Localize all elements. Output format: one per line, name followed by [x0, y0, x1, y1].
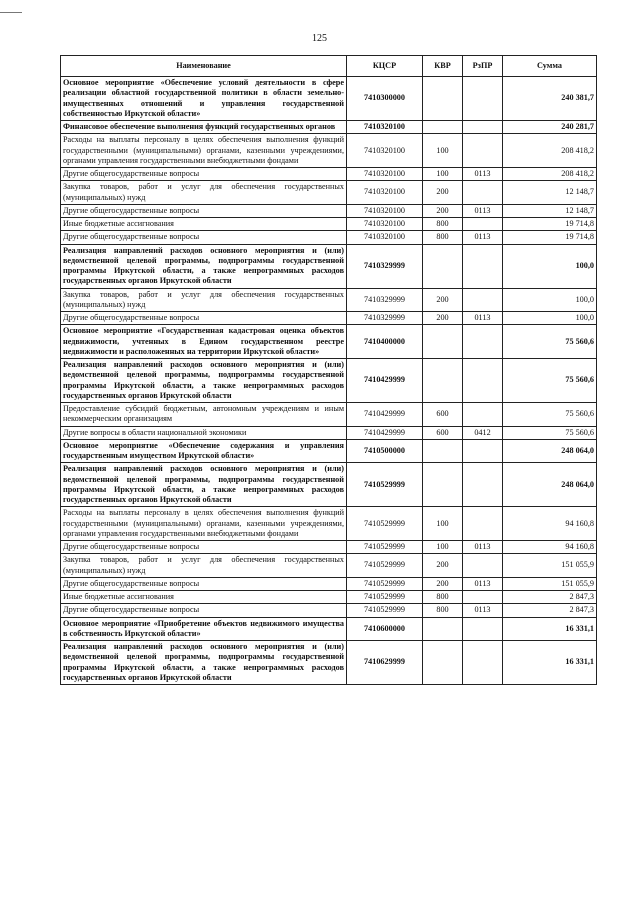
cell-rzpr: [463, 439, 503, 463]
cell-name: Закупка товаров, работ и услуг для обеспечения государственных (муниципальных) нужд: [61, 288, 347, 312]
cell-kvr: 800: [423, 231, 463, 244]
cell-kcsr: 7410529999: [347, 507, 423, 541]
cell-rzpr: 0113: [463, 577, 503, 590]
cell-rzpr: [463, 359, 503, 403]
cell-kvr: [423, 244, 463, 288]
cell-sum: 75 560,6: [503, 325, 597, 359]
page-number: 125: [312, 33, 327, 44]
cell-name: Основное мероприятие «Государственная кадастровая оценка объектов недвижимости, учтенных в Едином государственном реестре недвижимости и расположенных на территории Иркутской области»: [61, 325, 347, 359]
cell-rzpr: 0113: [463, 231, 503, 244]
cell-rzpr: 0113: [463, 168, 503, 181]
cell-rzpr: [463, 507, 503, 541]
cell-name: Закупка товаров, работ и услуг для обеспечения государственных (муниципальных) нужд: [61, 554, 347, 578]
cell-kvr: 800: [423, 591, 463, 604]
cell-rzpr: [463, 403, 503, 427]
cell-kvr: 100: [423, 168, 463, 181]
cell-sum: 248 064,0: [503, 463, 597, 507]
cell-name: Реализация направлений расходов основного мероприятия и (или) ведомственной целевой программы, подпрограммы государственной программы Иркутской области, а также непрограммных расходов государственных органов Иркутской области: [61, 641, 347, 685]
cell-rzpr: [463, 617, 503, 641]
cell-kcsr: 7410320100: [347, 134, 423, 168]
table-row: [61, 204, 597, 217]
table-row: [61, 121, 597, 134]
cell-rzpr: 0113: [463, 312, 503, 325]
cell-sum: 151 055,9: [503, 554, 597, 578]
cell-sum: 2 847,3: [503, 604, 597, 617]
cell-rzpr: [463, 325, 503, 359]
table-row: [61, 244, 597, 288]
table-row: [61, 604, 597, 617]
cell-kcsr: 7410329999: [347, 312, 423, 325]
cell-kcsr: 7410500000: [347, 439, 423, 463]
cell-kcsr: 7410320100: [347, 231, 423, 244]
cell-sum: 94 160,8: [503, 507, 597, 541]
cell-name: Другие общегосударственные вопросы: [61, 312, 347, 325]
cell-rzpr: [463, 244, 503, 288]
table-row: [61, 325, 597, 359]
table-row: [61, 463, 597, 507]
cell-name: Другие общегосударственные вопросы: [61, 604, 347, 617]
table-header-row: [61, 56, 597, 77]
cell-kvr: 200: [423, 577, 463, 590]
cell-name: Финансовое обеспечение выполнения функций государственных органов: [61, 121, 347, 134]
cell-name: Основное мероприятие «Приобретение объектов недвижимого имущества в собственность Иркутской области»: [61, 617, 347, 641]
table-row: [61, 403, 597, 427]
cell-kvr: [423, 463, 463, 507]
cell-kvr: 200: [423, 288, 463, 312]
cell-kvr: [423, 121, 463, 134]
cell-sum: 75 560,6: [503, 359, 597, 403]
cell-sum: 208 418,2: [503, 168, 597, 181]
header-kvr: КВР: [423, 56, 463, 77]
cell-rzpr: [463, 134, 503, 168]
cell-sum: 12 148,7: [503, 181, 597, 205]
cell-sum: 19 714,8: [503, 218, 597, 231]
header-sum: Сумма: [503, 56, 597, 77]
cell-name: Другие общегосударственные вопросы: [61, 168, 347, 181]
cell-name: Реализация направлений расходов основного мероприятия и (или) ведомственной целевой программы, подпрограммы государственной программы Иркутской области, а также непрограммных расходов государственных органов Иркутской области: [61, 244, 347, 288]
cell-rzpr: [463, 463, 503, 507]
cell-sum: 100,0: [503, 244, 597, 288]
table-row: [61, 541, 597, 554]
cell-name: Иные бюджетные ассигнования: [61, 218, 347, 231]
cell-sum: 12 148,7: [503, 204, 597, 217]
cell-sum: 240 381,7: [503, 77, 597, 121]
cell-rzpr: 0113: [463, 604, 503, 617]
cell-kvr: 100: [423, 541, 463, 554]
cell-kvr: 200: [423, 204, 463, 217]
cell-kvr: [423, 641, 463, 685]
cell-name: Основное мероприятие «Обеспечение содержания и управления государственным имуществом Иркутской области»: [61, 439, 347, 463]
cell-name: Другие общегосударственные вопросы: [61, 577, 347, 590]
cell-kvr: [423, 325, 463, 359]
cell-rzpr: [463, 77, 503, 121]
cell-kvr: 100: [423, 507, 463, 541]
cell-rzpr: [463, 218, 503, 231]
budget-table: [60, 55, 597, 685]
table-row: [61, 507, 597, 541]
cell-kcsr: 7410529999: [347, 541, 423, 554]
table-row: [61, 617, 597, 641]
cell-sum: 100,0: [503, 288, 597, 312]
cell-kcsr: 7410600000: [347, 617, 423, 641]
cell-name: Другие общегосударственные вопросы: [61, 541, 347, 554]
table-row: [61, 77, 597, 121]
cell-kvr: 200: [423, 181, 463, 205]
cell-kcsr: 7410329999: [347, 288, 423, 312]
cell-rzpr: 0113: [463, 541, 503, 554]
cell-kcsr: 7410300000: [347, 77, 423, 121]
cell-kvr: 800: [423, 604, 463, 617]
table-row: [61, 554, 597, 578]
cell-name: Другие общегосударственные вопросы: [61, 204, 347, 217]
table-row: [61, 641, 597, 685]
cell-kcsr: 7410529999: [347, 591, 423, 604]
table-row: [61, 218, 597, 231]
cell-kvr: 800: [423, 218, 463, 231]
cell-kvr: [423, 359, 463, 403]
cell-kcsr: 7410320100: [347, 204, 423, 217]
cell-sum: 248 064,0: [503, 439, 597, 463]
cell-name: Реализация направлений расходов основного мероприятия и (или) ведомственной целевой программы, подпрограммы государственной программы Иркутской области, а также непрограммных расходов государственных органов Иркутской области: [61, 463, 347, 507]
cell-sum: 19 714,8: [503, 231, 597, 244]
cell-kvr: 200: [423, 312, 463, 325]
cell-name: Иные бюджетные ассигнования: [61, 591, 347, 604]
cell-rzpr: [463, 554, 503, 578]
table-row: [61, 168, 597, 181]
cell-name: Расходы на выплаты персоналу в целях обеспечения выполнения функций государственными (муниципальными) органами, казенными учреждениями, органами управления государственными внебюджетными фондами: [61, 134, 347, 168]
cell-kcsr: 7410400000: [347, 325, 423, 359]
cell-rzpr: [463, 641, 503, 685]
header-name: Наименование: [61, 56, 347, 77]
cell-kvr: 600: [423, 403, 463, 427]
table-row: [61, 359, 597, 403]
header-rzpr: РзПР: [463, 56, 503, 77]
table-row: [61, 181, 597, 205]
cell-rzpr: [463, 181, 503, 205]
cell-name: Расходы на выплаты персоналу в целях обеспечения выполнения функций государственными (муниципальными) органами, казенными учреждениями, органами управления государственными внебюджетными фондами: [61, 507, 347, 541]
cell-rzpr: [463, 288, 503, 312]
cell-name: Другие вопросы в области национальной экономики: [61, 426, 347, 439]
cell-kcsr: 7410529999: [347, 463, 423, 507]
cell-sum: 208 418,2: [503, 134, 597, 168]
table-row: [61, 577, 597, 590]
table-row: [61, 439, 597, 463]
cell-sum: 75 560,6: [503, 403, 597, 427]
table-row: [61, 426, 597, 439]
cell-kcsr: 7410429999: [347, 403, 423, 427]
cell-sum: 240 281,7: [503, 121, 597, 134]
cell-name: Реализация направлений расходов основного мероприятия и (или) ведомственной целевой программы, подпрограммы государственной программы Иркутской области, а также непрограммных расходов государственных органов Иркутской области: [61, 359, 347, 403]
cell-name: Закупка товаров, работ и услуг для обеспечения государственных (муниципальных) нужд: [61, 181, 347, 205]
cell-kvr: [423, 77, 463, 121]
cell-kcsr: 7410529999: [347, 604, 423, 617]
table-row: [61, 288, 597, 312]
cell-kcsr: 7410429999: [347, 426, 423, 439]
cell-name: Предоставление субсидий бюджетным, автономным учреждениям и иным некоммерческим организациям: [61, 403, 347, 427]
cell-sum: 75 560,6: [503, 426, 597, 439]
table-row: [61, 312, 597, 325]
cell-kvr: 600: [423, 426, 463, 439]
cell-sum: 16 331,1: [503, 641, 597, 685]
cell-kcsr: 7410329999: [347, 244, 423, 288]
cell-kcsr: 7410320100: [347, 121, 423, 134]
header-kcsr: КЦСР: [347, 56, 423, 77]
cell-rzpr: 0113: [463, 204, 503, 217]
cell-kcsr: 7410320100: [347, 181, 423, 205]
scan-edge-mark: [0, 12, 22, 13]
cell-kcsr: 7410629999: [347, 641, 423, 685]
cell-kcsr: 7410529999: [347, 554, 423, 578]
table-row: [61, 134, 597, 168]
table-body: [61, 77, 597, 685]
table-row: [61, 591, 597, 604]
cell-kvr: [423, 617, 463, 641]
cell-rzpr: [463, 121, 503, 134]
cell-rzpr: [463, 591, 503, 604]
cell-name: Основное мероприятие «Обеспечение условий деятельности в сфере реализации областной государственной политики в области земельно-имущественных отношений и управления государственной собственностью Иркутской области»: [61, 77, 347, 121]
cell-kcsr: 7410320100: [347, 168, 423, 181]
cell-kvr: [423, 439, 463, 463]
cell-sum: 16 331,1: [503, 617, 597, 641]
cell-sum: 100,0: [503, 312, 597, 325]
cell-kvr: 100: [423, 134, 463, 168]
cell-kcsr: 7410429999: [347, 359, 423, 403]
cell-kvr: 200: [423, 554, 463, 578]
cell-kcsr: 7410320100: [347, 218, 423, 231]
cell-sum: 94 160,8: [503, 541, 597, 554]
cell-sum: 151 055,9: [503, 577, 597, 590]
cell-kcsr: 7410529999: [347, 577, 423, 590]
cell-name: Другие общегосударственные вопросы: [61, 231, 347, 244]
cell-rzpr: 0412: [463, 426, 503, 439]
table-row: [61, 231, 597, 244]
cell-sum: 2 847,3: [503, 591, 597, 604]
